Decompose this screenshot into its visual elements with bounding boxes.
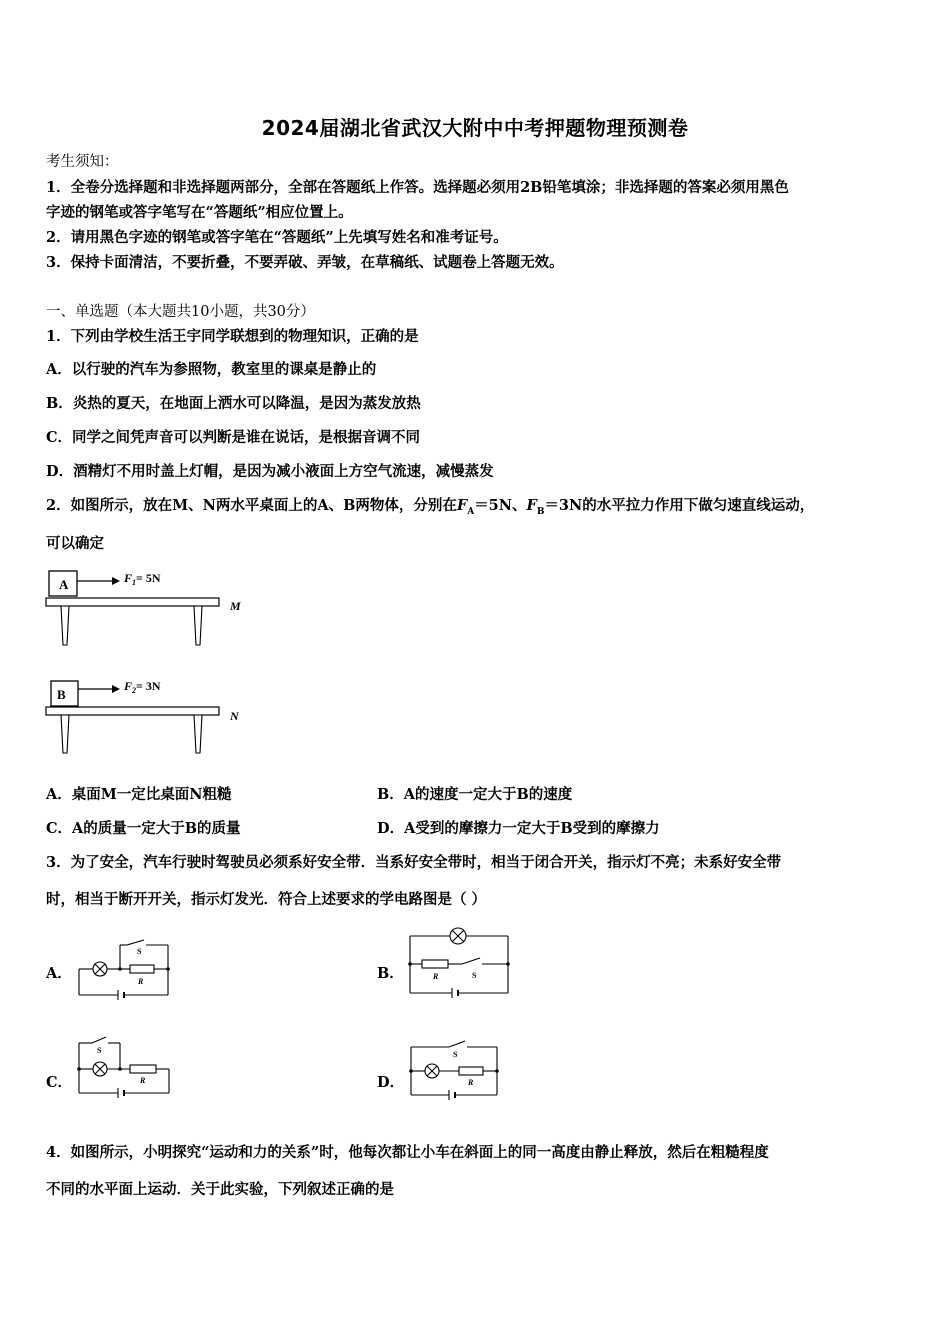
- q2-fig1-block-label: A: [59, 577, 69, 592]
- q2-fa-label: F: [456, 497, 468, 514]
- q1-option-a: A．以行驶的汽车为参照物，教室里的课桌是静止的: [46, 361, 377, 378]
- q3-stem-line2: 时，相当于断开开关，指示灯发光．符合上述要求的学电路图是（ ）: [46, 891, 487, 908]
- q2-fig2-block-label: B: [57, 687, 66, 702]
- q2-fig2-force: F: [124, 679, 133, 693]
- q3-option-c-label: C．: [46, 1074, 73, 1091]
- q2-stem-prefix: 2．如图所示，放在M、N两水平桌面上的A、B两物体，分别在: [46, 497, 457, 514]
- page-title: 2024届湖北省武汉大附中中考押题物理预测卷: [261, 116, 689, 140]
- q3-a-switch-label: S: [137, 947, 142, 956]
- q3-option-b-label: B．: [377, 965, 404, 982]
- q3-d-resistor-label: R: [468, 1078, 474, 1087]
- q3-circuit-a: [74, 938, 179, 1003]
- q3-b-switch-label: S: [472, 971, 477, 980]
- q2-fig2-table-label: N: [230, 709, 239, 723]
- q3-c-switch-label: S: [97, 1046, 102, 1055]
- q3-a-resistor-label: R: [138, 977, 144, 986]
- q2-option-c: C．A的质量一定大于B的质量: [46, 820, 241, 837]
- q2-fig1-table-label: M: [230, 599, 241, 613]
- section-heading: 一、单选题（本大题共10小题，共30分）: [46, 304, 315, 320]
- notice-item: 3．保持卡面清洁，不要折叠，不要弄破、弄皱，在草稿纸、试题卷上答题无效。: [46, 254, 564, 271]
- q2-fig2-force-sub: 2: [132, 686, 137, 695]
- q1-option-c: C．同学之间凭声音可以判断是谁在说话，是根据音调不同: [46, 429, 421, 446]
- q2-fb-value: ＝3N: [544, 497, 583, 514]
- q2-fb-label: F: [526, 497, 537, 514]
- q2-option-d: D．A受到的摩擦力一定大于B受到的摩擦力: [377, 820, 660, 837]
- q1-option-d: D．酒精灯不用时盖上灯帽，是因为减小液面上方空气流速，减慢蒸发: [46, 463, 494, 480]
- q2-figure-table-m: [40, 565, 260, 650]
- notice-item: 字迹的钢笔或答字笔写在“答题纸”相应位置上。: [46, 204, 353, 221]
- q2-option-b: B．A的速度一定大于B的速度: [377, 786, 573, 803]
- q2-figure-table-n: [40, 673, 260, 758]
- q3-option-d-label: D．: [377, 1074, 405, 1091]
- notice-item: 1．全卷分选择题和非选择题两部分，全部在答题纸上作答。选择题必须用2B铅笔填涂；非选择题的答案必须用黑色: [46, 179, 789, 196]
- q3-circuit-b: [402, 925, 517, 1000]
- q2-fb-sub: B: [536, 506, 545, 517]
- notice-heading: 考生须知：: [46, 154, 119, 170]
- q2-fig1-force: F: [124, 571, 133, 585]
- notice-item: 2．请用黑色字迹的钢笔或答字笔在“答题纸”上先填写姓名和准考证号。: [46, 229, 508, 246]
- q3-circuit-c: [74, 1035, 179, 1100]
- q3-d-switch-label: S: [453, 1050, 458, 1059]
- q2-fa-value: ＝5N、: [474, 497, 527, 514]
- q3-c-resistor-label: R: [140, 1076, 146, 1085]
- q2-fig1-force-value: = 5N: [136, 571, 161, 585]
- q2-fig1-force-sub: 1: [132, 578, 137, 587]
- q2-stem: [46, 496, 814, 522]
- q3-option-a-label: A．: [46, 965, 72, 982]
- q1-option-b: B．炎热的夏天，在地面上洒水可以降温，是因为蒸发放热: [46, 395, 421, 412]
- q4-stem-line1: 4．如图所示，小明探究“运动和力的关系”时，他每次都让小车在斜面上的同一高度由静止释放，然后在粗糙程度: [46, 1144, 769, 1161]
- svg-text:F2= 3N: [123, 679, 161, 695]
- q2-fa-sub: A: [467, 506, 475, 517]
- q2-fig2-force-value: = 3N: [136, 679, 161, 693]
- q2-stem-suffix: 的水平拉力作用下做匀速直线运动，: [582, 497, 815, 514]
- svg-text:F1= 5N: [123, 571, 161, 587]
- q2-stem-line2: 可以确定: [46, 535, 104, 552]
- q3-circuit-d: [405, 1037, 505, 1102]
- q4-stem-line2: 不同的水平面上运动．关于此实验，下列叙述正确的是: [46, 1181, 394, 1198]
- q1-stem: 1．下列由学校生活王宇同学联想到的物理知识，正确的是: [46, 328, 419, 345]
- q2-option-a: A．桌面M一定比桌面N粗糙: [46, 786, 232, 803]
- q3-b-resistor-label: R: [433, 972, 439, 981]
- q3-stem-line1: 3．为了安全，汽车行驶时驾驶员必须系好安全带．当系好安全带时，相当于闭合开关，指示灯不亮；未系好安全带: [46, 854, 782, 871]
